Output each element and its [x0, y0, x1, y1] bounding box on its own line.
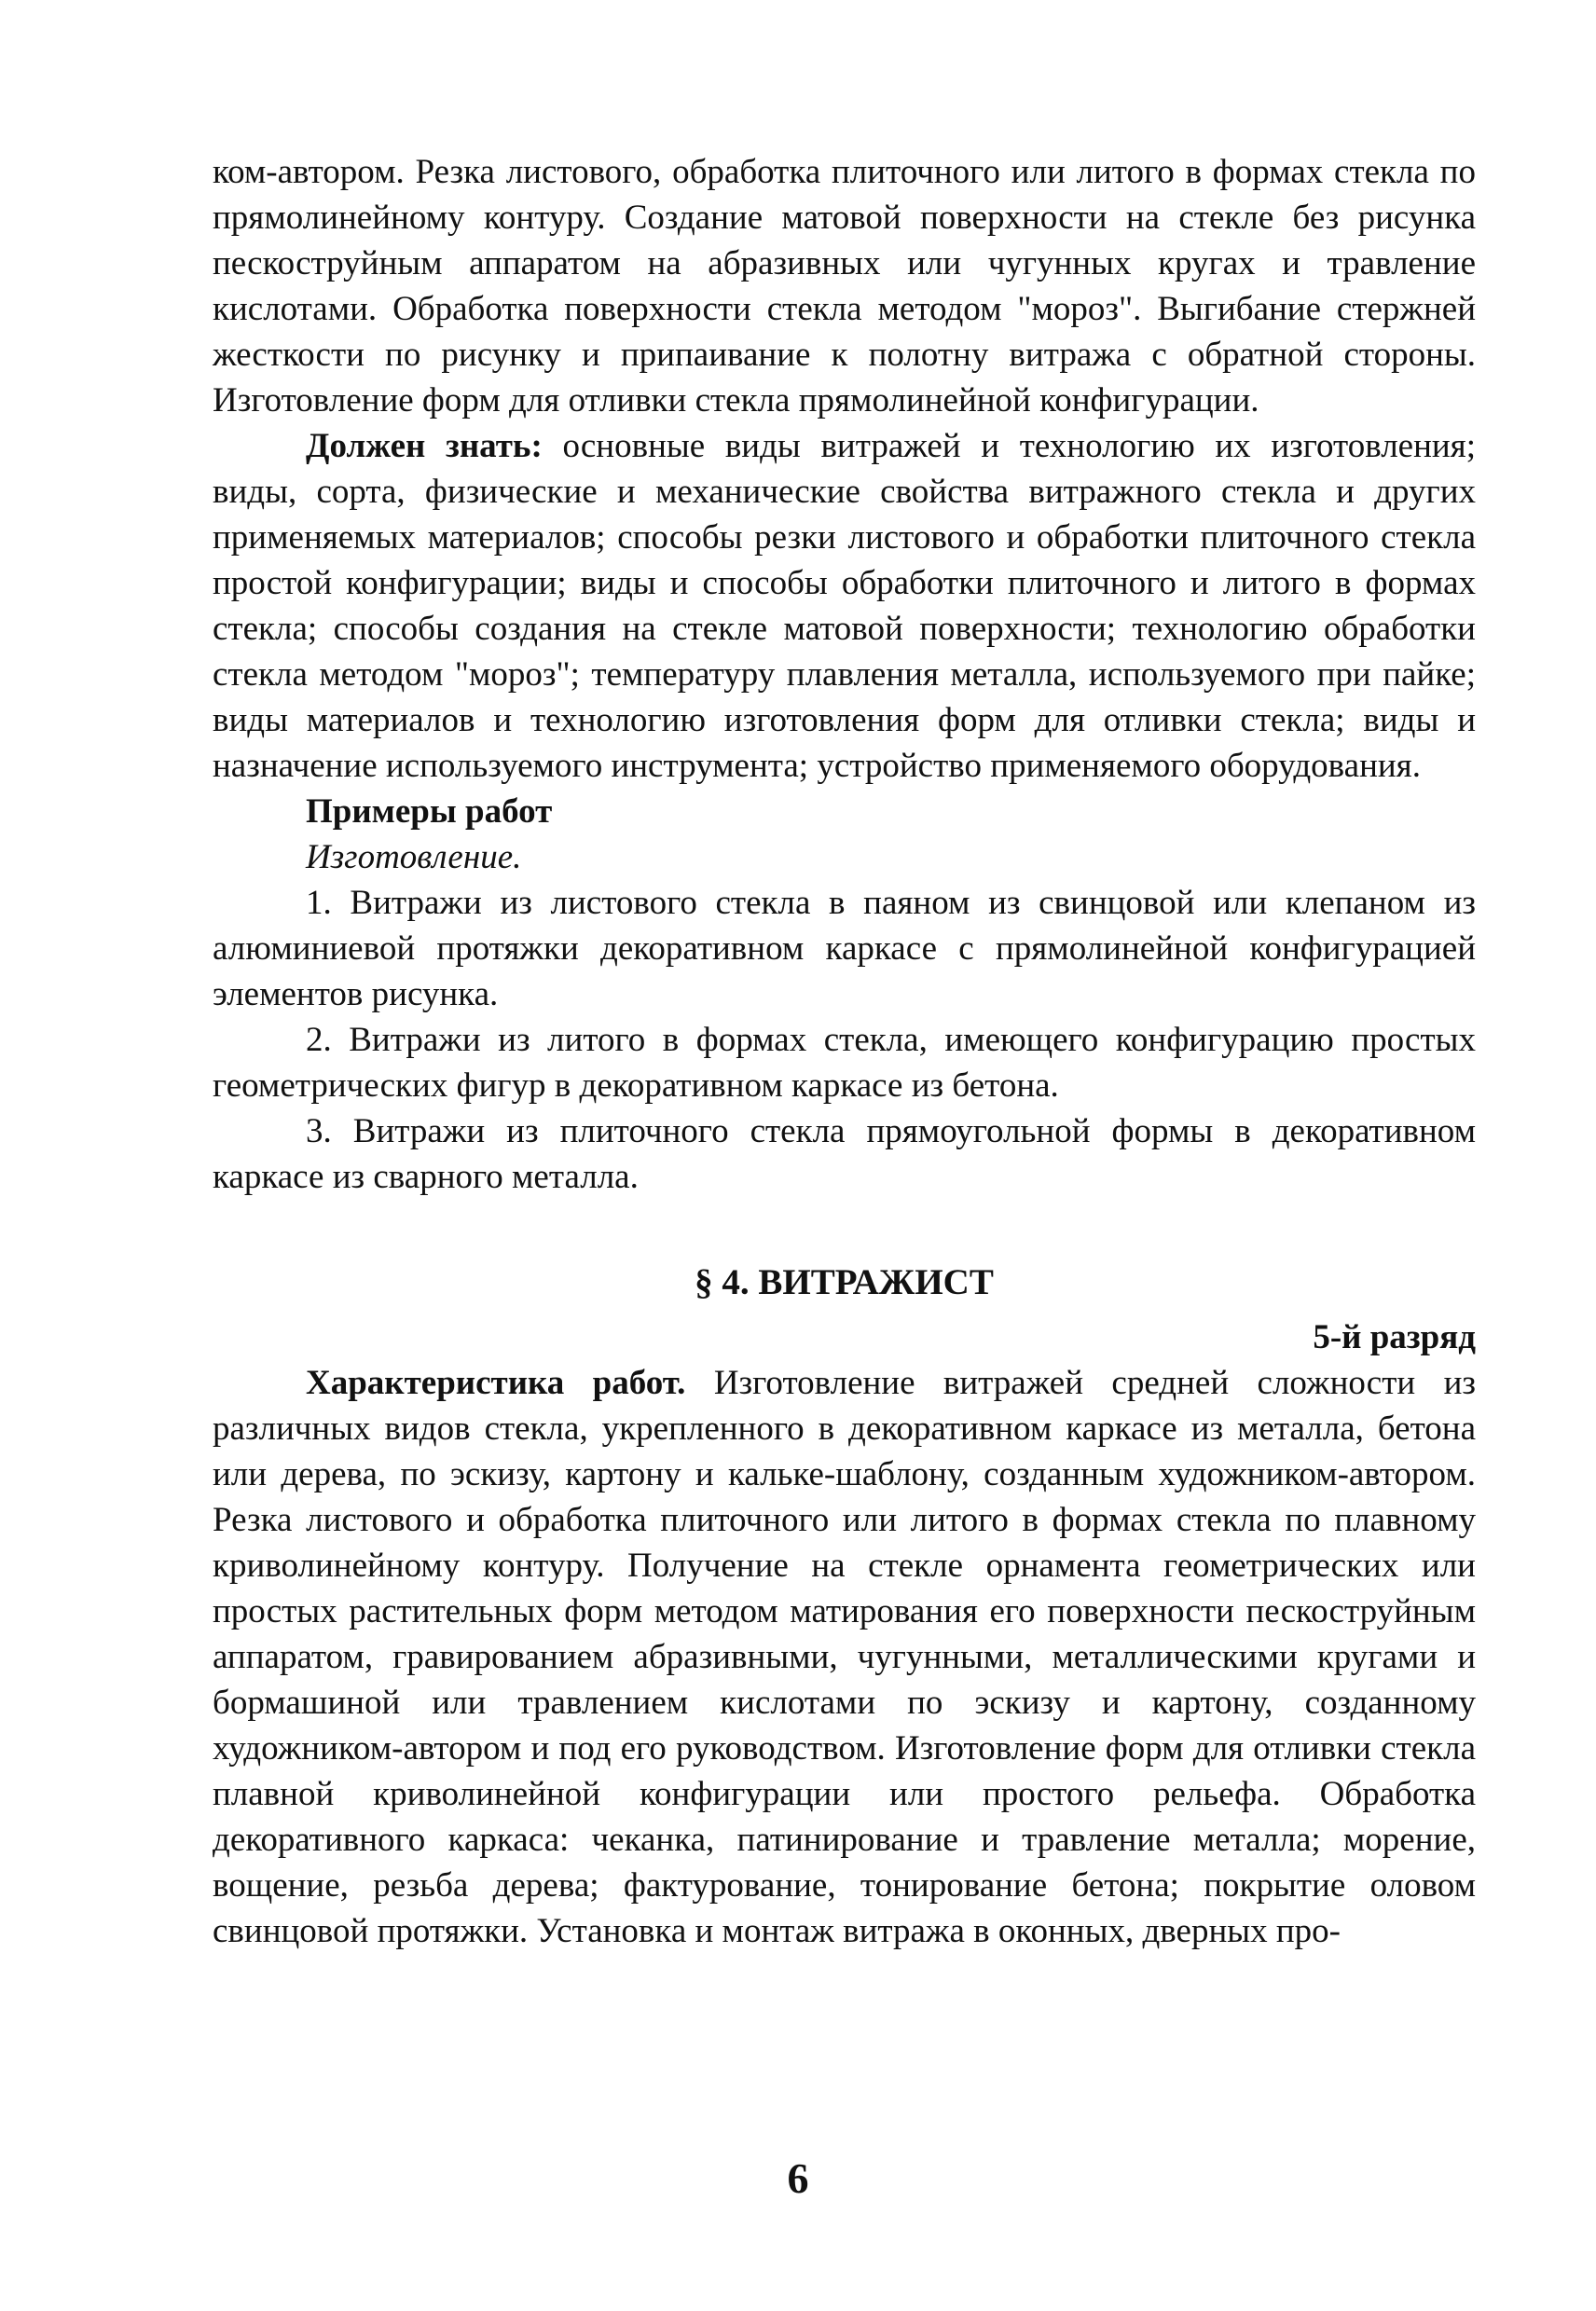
example-item: 1. Витражи из листового стекла в паяном из свинцовой или клепаном из алюминиевой протяжки декоративном каркасе с прямолинейной конфигурацией элементов рисунка.: [213, 884, 1476, 1013]
page-number: 6: [787, 2154, 809, 2202]
rank-label: 5-й разряд: [1313, 1318, 1476, 1356]
section-title: § 4. ВИТРАЖИСТ: [695, 1262, 994, 1302]
characteristic-label: Характеристика работ.: [306, 1364, 686, 1402]
continuation-paragraph: ком-автором. Резка листового, обработка плиточного или литого в формах стекла по прямолинейному контуру. Создание матовой поверхности на стекле без рисунка пескоструйным аппаратом на абразивных или чугунных кругах и травление кислотами. Обработка поверхности стекла методом "мороз". Выгибание стержней жесткости по рисунку и припаивание к полотну витража с обратной стороны. Изготовление форм для отливки стекла прямолинейной конфигурации.: [213, 153, 1476, 420]
page-body: [213, 149, 1476, 1954]
must-know-paragraph: [213, 423, 1476, 789]
must-know-label: Должен знать:: [306, 427, 543, 465]
example-item: 3. Витражи из плиточного стекла прямоугольной формы в декоративном каркасе из сварного металла.: [213, 1112, 1476, 1196]
characteristic-text: Изготовление витражей средней сложности из различных видов стекла, укрепленного в декоративном каркасе из металла, бетона или дерева, по эскизу, картону и кальке-шаблону, созданным художником-автором. Резка листового и обработка плиточного или литого в формах стекла по плавному криволинейному контуру. Получение на стекле орнамента геометрических или простых растительных форм методом матирования его поверхности пескоструйным аппаратом, гравированием абразивными, чугунными, металлическими кругами и бормашиной или травлением кислотами по эскизу и картону, созданному художником-автором и под его руководством. Изготовление форм для отливки стекла плавной криволинейной конфигурации или простого рельефа. Обработка декоративного каркаса: чеканка, патинирование и травление металла; морение, вощение, резьба дерева; фактурование, тонирование бетона; покрытие оловом свинцовой протяжки. Установка и монтаж витража в оконных, дверных про-: [213, 1364, 1476, 1950]
examples-subheading: Изготовление.: [306, 838, 522, 876]
examples-heading: Примеры работ: [306, 792, 553, 831]
example-item: 2. Витражи из литого в формах стекла, имеющего конфигурацию простых геометрических фигур в декоративном каркасе из бетона.: [213, 1021, 1476, 1105]
characteristic-paragraph: [213, 1360, 1476, 1954]
must-know-text: основные виды витражей и технологию их изготовления; виды, сорта, физические и механические свойства витражного стекла и других применяемых материалов; способы резки листового и обработки плиточного стекла простой конфигурации; виды и способы обработки плиточного и литого в формах стекла; способы создания на стекле матовой поверхности; технологию обработки стекла методом "мороз"; температуру плавления металла, используемого при пайке; виды материалов и технологию изготовления форм для отливки стекла; виды и назначение используемого инструмента; устройство применяемого оборудования.: [213, 427, 1476, 785]
